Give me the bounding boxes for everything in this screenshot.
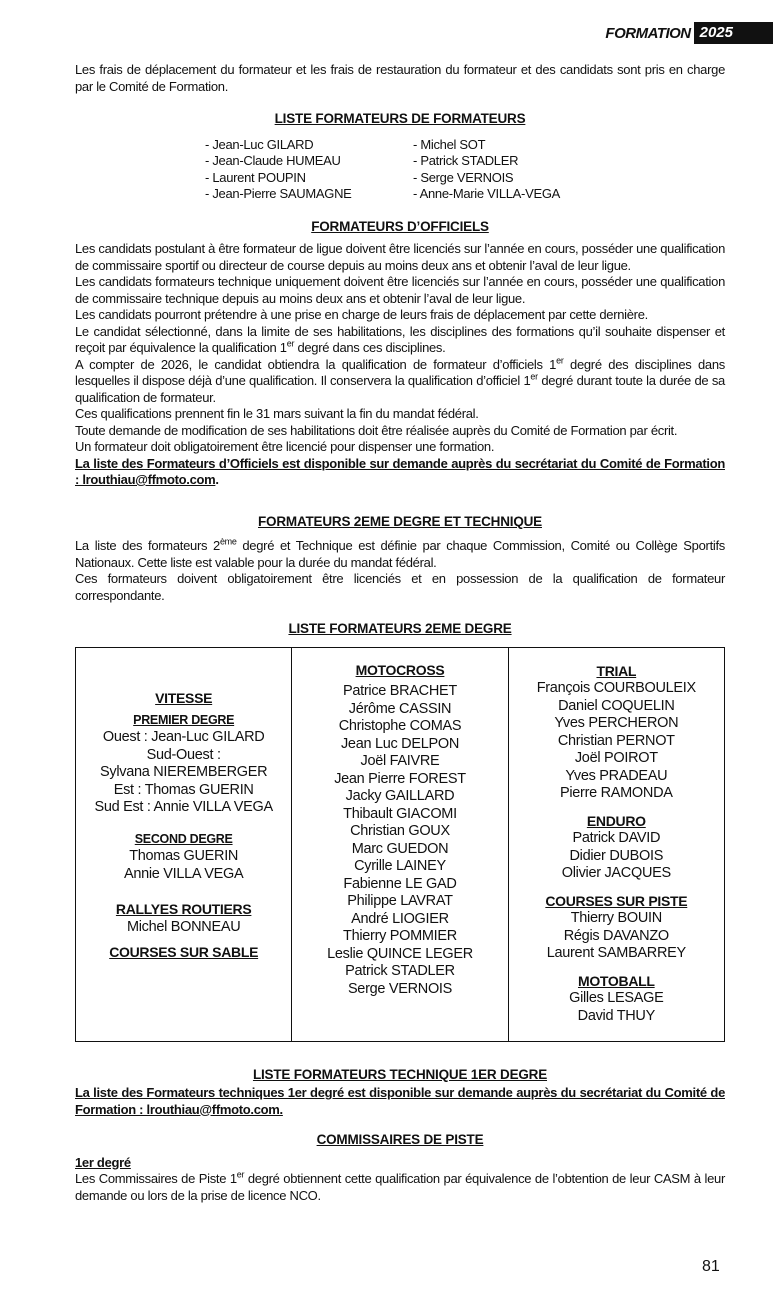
list-item: Thierry POMMIER <box>343 928 457 945</box>
commissaires-subheading: 1er degré <box>75 1154 131 1170</box>
table-column-vitesse <box>76 648 291 1041</box>
list-item: - Anne-Marie VILLA-VEGA <box>413 186 560 201</box>
list-item: Annie VILLA VEGA <box>123 865 244 882</box>
page-header <box>605 22 773 44</box>
list-item: Cyrille LAINEY <box>354 858 446 875</box>
list-item: Patrice BRACHET <box>343 683 457 700</box>
paragraph: Les Commissaires de Piste 1er degré obtiennent cette qualification par équivalence de l’obtention de leur CASM à leur demande ou lors de la prise de licence NCO. <box>75 1169 725 1203</box>
second-degre-heading: SECOND DEGRE <box>134 831 233 846</box>
rallyes-heading: RALLYES ROUTIERS <box>115 901 252 918</box>
list-item: Sud-Ouest : <box>146 746 221 763</box>
courses-sur-piste-heading: COURSES SUR PISTE <box>545 892 688 909</box>
table-column-motocross <box>291 648 507 1041</box>
page-number: 81 <box>702 1258 720 1275</box>
section-title-liste-2eme-degre: LISTE FORMATEURS 2EME DEGRE <box>288 621 512 636</box>
header-title: FORMATION <box>605 24 691 42</box>
list-item: Leslie QUINCE LEGER <box>327 945 473 962</box>
paragraph: A compter de 2026, le candidat obtiendra la qualification de formateur d’officiels 1er degré des disciplines dans lesquelles il dispose déjà d’une qualification. Il conservera la qualification d’officiel 1er degré durant toute la durée de sa qualification de formateur. <box>75 355 725 405</box>
premier-degre-heading: PREMIER DEGRE <box>133 712 235 727</box>
motoball-heading: MOTOBALL <box>577 972 655 989</box>
paragraph: Le candidat sélectionné, dans la limite de ses habilitations, les disciplines des formations qu’il souhaite dispenser et reçoit par équivalence la qualification 1er degré dans ces disciplines. <box>75 323 725 355</box>
list-item: Thierry BOUIN <box>570 910 662 927</box>
list-item: Pierre RAMONDA <box>560 785 673 802</box>
formateurs-technique-note[interactable]: La liste des Formateurs techniques 1er degré est disponible sur demande auprès du secrétariat du Comité de Formation : lrouthiau@ffmoto.com. <box>75 1085 725 1117</box>
list-item: - Laurent POUPIN <box>205 169 306 185</box>
list-item: Sylvana NIEREMBERGER <box>100 764 268 781</box>
list-item: Régis DAVANZO <box>563 927 669 944</box>
table-column-trial <box>508 648 724 1041</box>
paragraph: Ces formateurs doivent obligatoirement être licenciés et en possession de la qualification de formateur correspondante. <box>75 571 725 603</box>
list-item: Joël POIROT <box>574 750 658 767</box>
list-item: Fabienne LE GAD <box>343 875 457 892</box>
list-item: Ouest : Jean-Luc GILARD <box>102 729 265 746</box>
list-item: Joël FAIVRE <box>360 753 440 770</box>
list-item: Sud Est : Annie VILLA VEGA <box>94 799 273 816</box>
list-item: Jérôme CASSIN <box>348 700 452 717</box>
list-item: Michel BONNEAU <box>126 918 241 935</box>
section-title-commissaires-de-piste: COMMISSAIRES DE PISTE <box>316 1132 484 1147</box>
intro-paragraph: Les frais de déplacement du formateur et les frais de restauration du formateur et des candidats sont pris en charge par le Comité de Formation. <box>75 62 725 94</box>
list-item: - Serge VERNOIS <box>413 169 514 185</box>
list-item: David THUY <box>577 1007 655 1024</box>
section-title-formateurs-de-formateurs: LISTE FORMATEURS DE FORMATEURS <box>274 111 526 126</box>
list-item: Philippe LAVRAT <box>347 893 453 910</box>
list-item: Olivier JACQUES <box>561 865 671 882</box>
list-item: Marc GUEDON <box>351 840 449 857</box>
list-item: François COURBOULEIX <box>536 680 696 697</box>
officiels-contact-note: La liste des Formateurs d’Officiels est disponible sur demande auprès du secrétariat du Comité de Formation : lrouthiau@ffmoto.com. <box>75 455 725 487</box>
list-item: Gilles LESAGE <box>569 990 664 1007</box>
list-item: Christian PERNOT <box>557 732 675 749</box>
paragraph: Les candidats formateurs technique uniquement doivent être licenciés sur l’année en cours, posséder une qualification de commissaire technique depuis au moins deux ans et obtenir l’aval de leur ligue. <box>75 274 725 306</box>
list-item: Didier DUBOIS <box>569 847 664 864</box>
officiels-contact-link[interactable]: La liste des Formateurs d’Officiels est disponible sur demande auprès du secrétariat du Comité de Formation : lrouthiau@ffmoto.com <box>75 455 725 487</box>
list-item: Patrick STADLER <box>345 963 455 980</box>
list-item: - Jean-Luc GILARD <box>205 136 314 152</box>
list-item: Serge VERNOIS <box>347 980 453 997</box>
list-item: Yves PERCHERON <box>554 715 679 732</box>
section-title-formateurs-officiels: FORMATEURS D’OFFICIELS <box>311 218 489 234</box>
enduro-heading: ENDURO <box>586 812 646 829</box>
trial-heading: TRIAL <box>596 662 637 679</box>
motocross-heading: MOTOCROSS <box>355 661 445 678</box>
list-item: Thomas GUERIN <box>129 848 239 865</box>
paragraph: Ces qualifications prennent fin le 31 mars suivant la fin du mandat fédéral. <box>75 406 479 421</box>
list-item: Jacky GAILLARD <box>345 788 455 805</box>
list-item: Jean Pierre FOREST <box>334 770 466 787</box>
formateurs-2eme-degre-table <box>75 647 725 1042</box>
paragraph: Les candidats postulant à être formateur de ligue doivent être licenciés sur l’année en cours, posséder une qualification de commissaire sportif ou directeur de course depuis au moins deux ans et obtenir l’aval de leur ligue. <box>75 241 725 273</box>
section-title-formateurs-technique: LISTE FORMATEURS TECHNIQUE 1ER DEGRE <box>252 1066 548 1082</box>
list-item: Thibault GIACOMI <box>343 805 457 822</box>
list-item: - Patrick STADLER <box>413 153 519 168</box>
formateurs-de-formateurs-list <box>75 137 725 203</box>
header-year: 2025 <box>694 22 773 44</box>
list-item: Jean Luc DELPON <box>340 735 459 752</box>
list-item: - Michel SOT <box>413 136 486 152</box>
page-content <box>75 62 725 1204</box>
motocross-names <box>292 683 507 998</box>
vitesse-heading: VITESSE <box>155 690 213 707</box>
section-title-formateurs-2eme-degre: FORMATEURS 2EME DEGRE ET TECHNIQUE <box>258 513 542 529</box>
list-item: Patrick DAVID <box>572 830 661 847</box>
sable-heading: COURSES SUR SABLE <box>109 944 259 961</box>
list-item: - Jean-Claude HUMEAU <box>205 153 341 168</box>
paragraph: La liste des formateurs 2ème degré et Technique est définie par chaque Commission, Comité ou Collège Sportifs Nationaux. Cette liste est valable pour la durée du mandat fédéral. <box>75 536 725 570</box>
paragraph: Toute demande de modification de ses habilitations doit être réalisée auprès du Comité de Formation par écrit. <box>75 422 678 438</box>
paragraph: Les candidats pourront prétendre à une prise en charge de leurs frais de déplacement par cette dernière. <box>75 307 648 322</box>
list-item: Christian GOUX <box>350 823 450 840</box>
list-item: - Jean-Pierre SAUMAGNE <box>205 186 352 201</box>
formateurs-officiels-text <box>75 241 725 489</box>
list-item: Daniel COQUELIN <box>558 697 675 714</box>
paragraph: Un formateur doit obligatoirement être licencié pour dispenser une formation. <box>75 439 495 454</box>
list-item: Christophe COMAS <box>338 718 462 735</box>
names-column-left <box>205 137 413 203</box>
list-item: Laurent SAMBARREY <box>546 945 686 962</box>
list-item: Yves PRADEAU <box>565 767 668 784</box>
names-column-right <box>413 137 621 203</box>
list-item: André LIOGIER <box>351 910 449 927</box>
formateurs-2eme-degre-text <box>75 538 725 604</box>
list-item: Est : Thomas GUERIN <box>113 781 254 798</box>
